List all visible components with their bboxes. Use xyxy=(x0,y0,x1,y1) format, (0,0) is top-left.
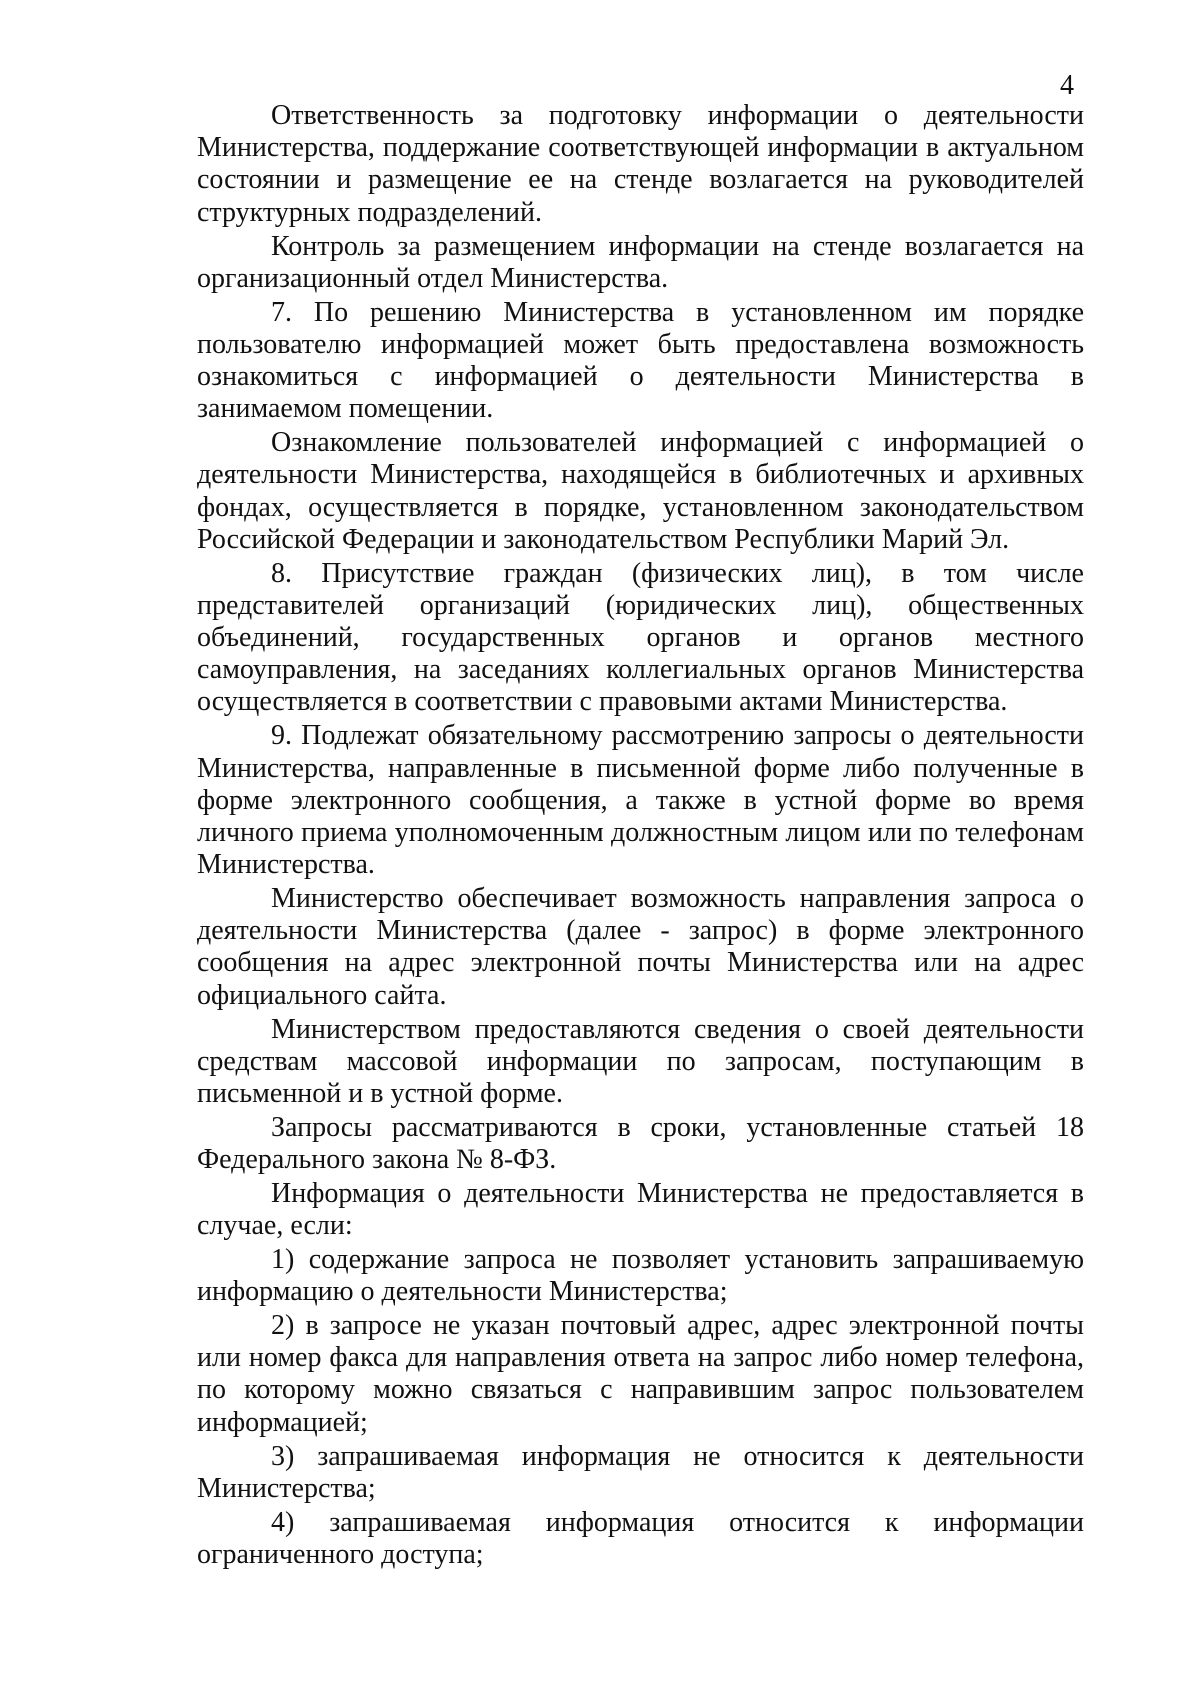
paragraph-responsibility: Ответственность за подготовку информации о деятельности Министерства, поддержание соответствующей информации в актуальном состоянии и размещение ее на стенде возлагается на руководителей структурных подразделений. xyxy=(197,100,1084,228)
list-item-1: 1) содержание запроса не позволяет установить запрашиваемую информацию о деятельности Министерства; xyxy=(197,1243,1084,1308)
paragraph-deadlines: Запросы рассматриваются в сроки, установленные статьей 18 Федерального закона № 8-ФЗ. xyxy=(197,1111,1084,1175)
list-item-2: 2) в запросе не указан почтовый адрес, адрес электронной почты или номер факса для направления ответа на запрос либо номер телефона, по которому можно связаться с направившим запрос пользователем информацией; xyxy=(197,1310,1084,1438)
document-body xyxy=(197,100,1084,1573)
paragraph-familiarization: Ознакомление пользователей информацией с информацией о деятельности Министерства, находящейся в библиотечных и архивных фондах, осуществляется в порядке, установленном законодательством Российской Федерации и законодательством Республики Марий Эл. xyxy=(197,427,1084,555)
paragraph-control: Контроль за размещением информации на стенде возлагается на организационный отдел Министерства. xyxy=(197,230,1084,294)
page-number: 4 xyxy=(1060,70,1074,101)
paragraph-item-7: 7. По решению Министерства в установленном им порядке пользователю информацией может быть предоставлена возможность ознакомиться с информацией о деятельности Министерства в занимаемом помещении. xyxy=(197,296,1084,425)
paragraph-mass-media: Министерством предоставляются сведения о своей деятельности средствам массовой информации по запросам, поступающим в письменной и в устной форме. xyxy=(197,1013,1084,1109)
list-item-3: 3) запрашиваемая информация не относится к деятельности Министерства; xyxy=(197,1440,1084,1504)
paragraph-electronic-request: Министерство обеспечивает возможность направления запроса о деятельности Министерства (далее - запрос) в форме электронного сообщения на адрес электронной почты Министерства или на адрес официального сайта. xyxy=(197,883,1084,1011)
paragraph-item-9: 9. Подлежат обязательному рассмотрению запросы о деятельности Министерства, направленные в письменной форме либо полученные в форме электронного сообщения, а также в устной форме во время личного приема уполномоченным должностным лицом или по телефонам Министерства. xyxy=(197,720,1084,881)
paragraph-refusal-intro: Информация о деятельности Министерства не предоставляется в случае, если: xyxy=(197,1177,1084,1242)
paragraph-item-8: 8. Присутствие граждан (физических лиц), в том числе представителей организаций (юридических лиц), общественных объединений, государственных органов и органов местного самоуправления, на заседаниях коллегиальных органов Министерства осуществляется в соответствии с правовыми актами Министерства. xyxy=(197,557,1084,718)
list-item-4: 4) запрашиваемая информация относится к информации ограниченного доступа; xyxy=(197,1506,1084,1570)
